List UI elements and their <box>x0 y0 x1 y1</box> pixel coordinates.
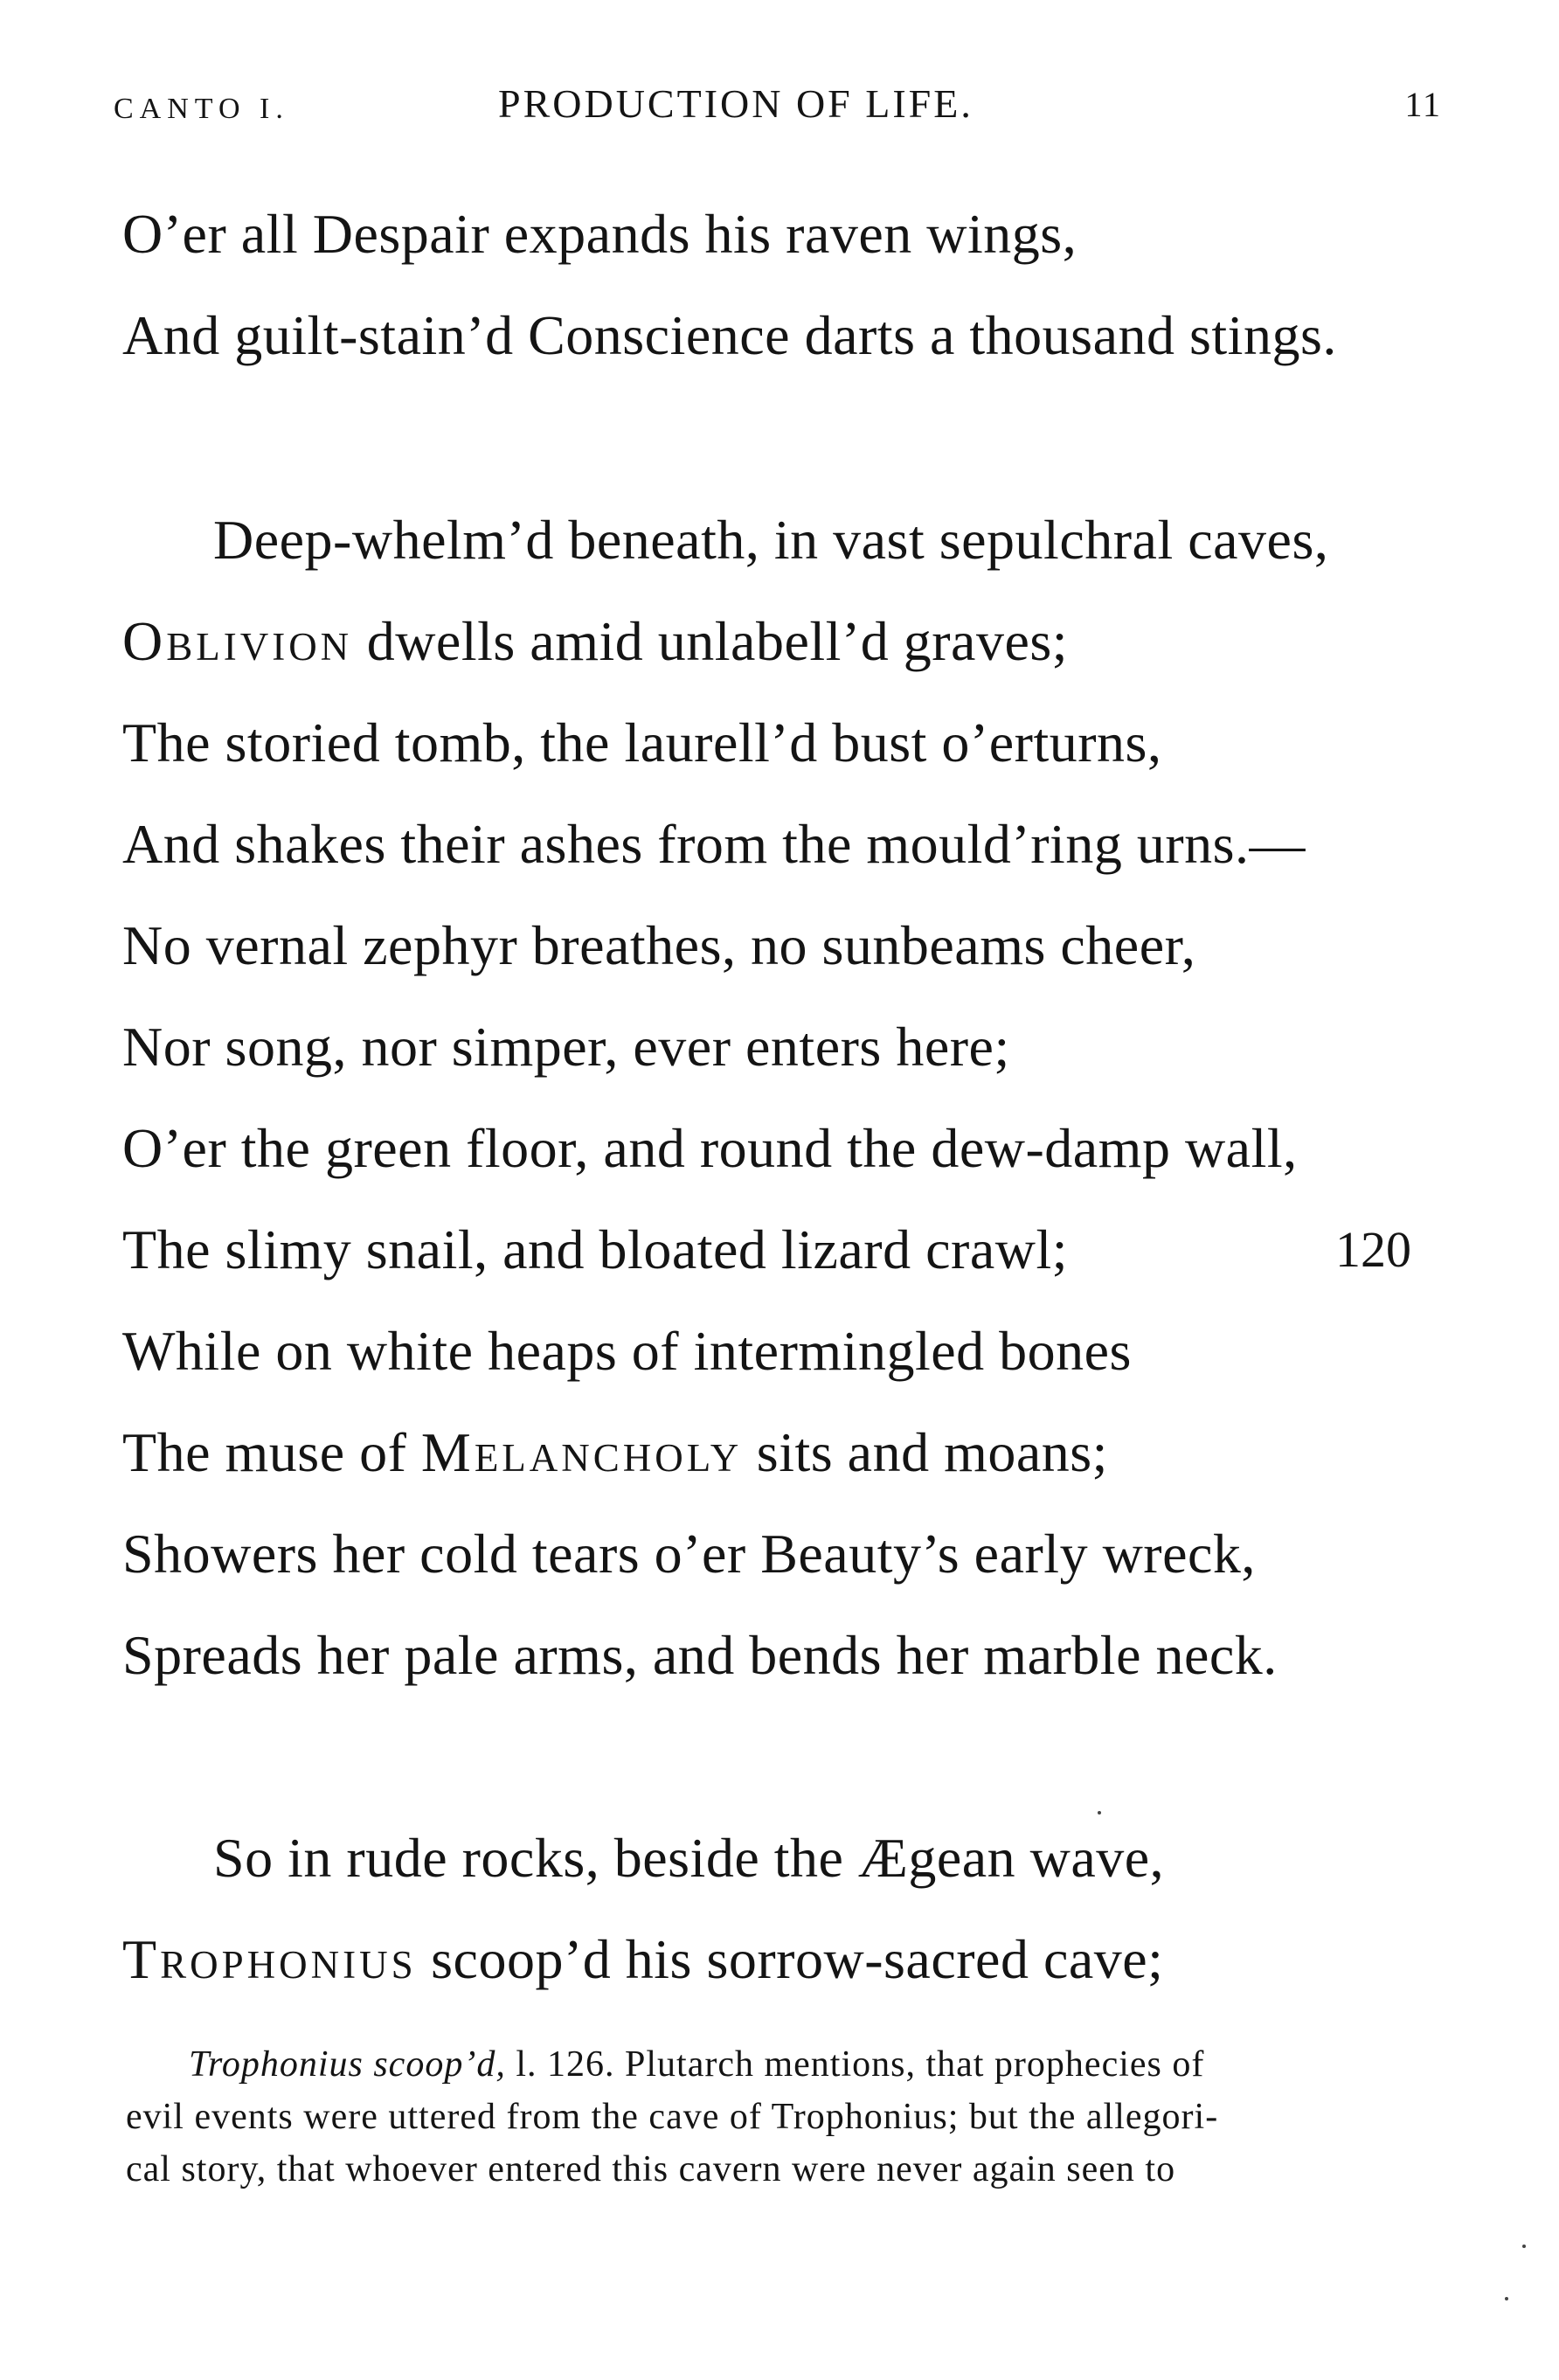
verse-line-text: sits and moans; <box>742 1421 1108 1483</box>
verse-line <box>122 610 1433 672</box>
verse-line: No vernal zephyr breathes, no sunbeams cheer, <box>122 914 1196 976</box>
footnote-text: l. 126. Plutarch mentions, that prophecies of <box>505 2044 1205 2085</box>
verse-line: The storied tomb, the laurell’d bust o’erturns, <box>122 711 1162 774</box>
verse-line: Deep-whelm’d beneath, in vast sepulchral caves, <box>213 509 1329 571</box>
page-number: 11 <box>1404 85 1442 124</box>
verse-line: Showers her cold tears o’er Beauty’s early wreck, <box>122 1523 1256 1585</box>
line-number: 120 <box>1335 1221 1411 1278</box>
footnote-reference: Trophonius scoop’d, <box>189 2044 506 2085</box>
small-caps-name: Oblivion <box>122 610 353 672</box>
running-head <box>114 80 1442 133</box>
small-caps-name: Trophonius <box>122 1928 417 1990</box>
print-speck <box>1522 2245 1526 2248</box>
verse-line: And guilt-stain’d Conscience darts a thousand stings. <box>122 304 1337 366</box>
canto-label: CANTO I. <box>114 93 289 125</box>
print-speck <box>1098 1811 1101 1814</box>
verse-line-text: scoop’d his sorrow-sacred cave; <box>416 1928 1164 1990</box>
verse-line: While on white heaps of intermingled bones <box>122 1320 1132 1382</box>
verse-line: O’er the green floor, and round the dew-damp wall, <box>122 1117 1298 1179</box>
footnote-line: evil events were uttered from the cave of Trophonius; but the allegori- <box>126 2097 1219 2137</box>
verse-line: O’er all Despair expands his raven wings, <box>122 203 1077 265</box>
verse-line <box>122 1421 1433 1483</box>
footnote-line <box>126 2038 1437 2091</box>
verse-line: The slimy snail, and bloated lizard crawl; <box>122 1218 1068 1280</box>
verse-line-text: dwells amid unlabell’d graves; <box>352 610 1069 672</box>
small-caps-name: Melancholy <box>420 1421 743 1483</box>
verse-line: Nor song, nor simper, ever enters here; <box>122 1016 1010 1078</box>
chapter-title: PRODUCTION OF LIFE. <box>498 81 974 126</box>
verse-line: And shakes their ashes from the mould’ring urns.— <box>122 813 1306 875</box>
verse-line-text: The muse of <box>122 1421 421 1483</box>
verse-line: Spreads her pale arms, and bends her marble neck. <box>122 1624 1278 1686</box>
verse-line <box>122 1928 1433 1990</box>
verse-line: So in rude rocks, beside the Ægean wave, <box>213 1827 1165 1889</box>
footnote-line: cal story, that whoever entered this cavern were never again seen to <box>126 2149 1176 2189</box>
print-speck <box>1505 2297 1508 2300</box>
footnote <box>126 2038 1437 2196</box>
